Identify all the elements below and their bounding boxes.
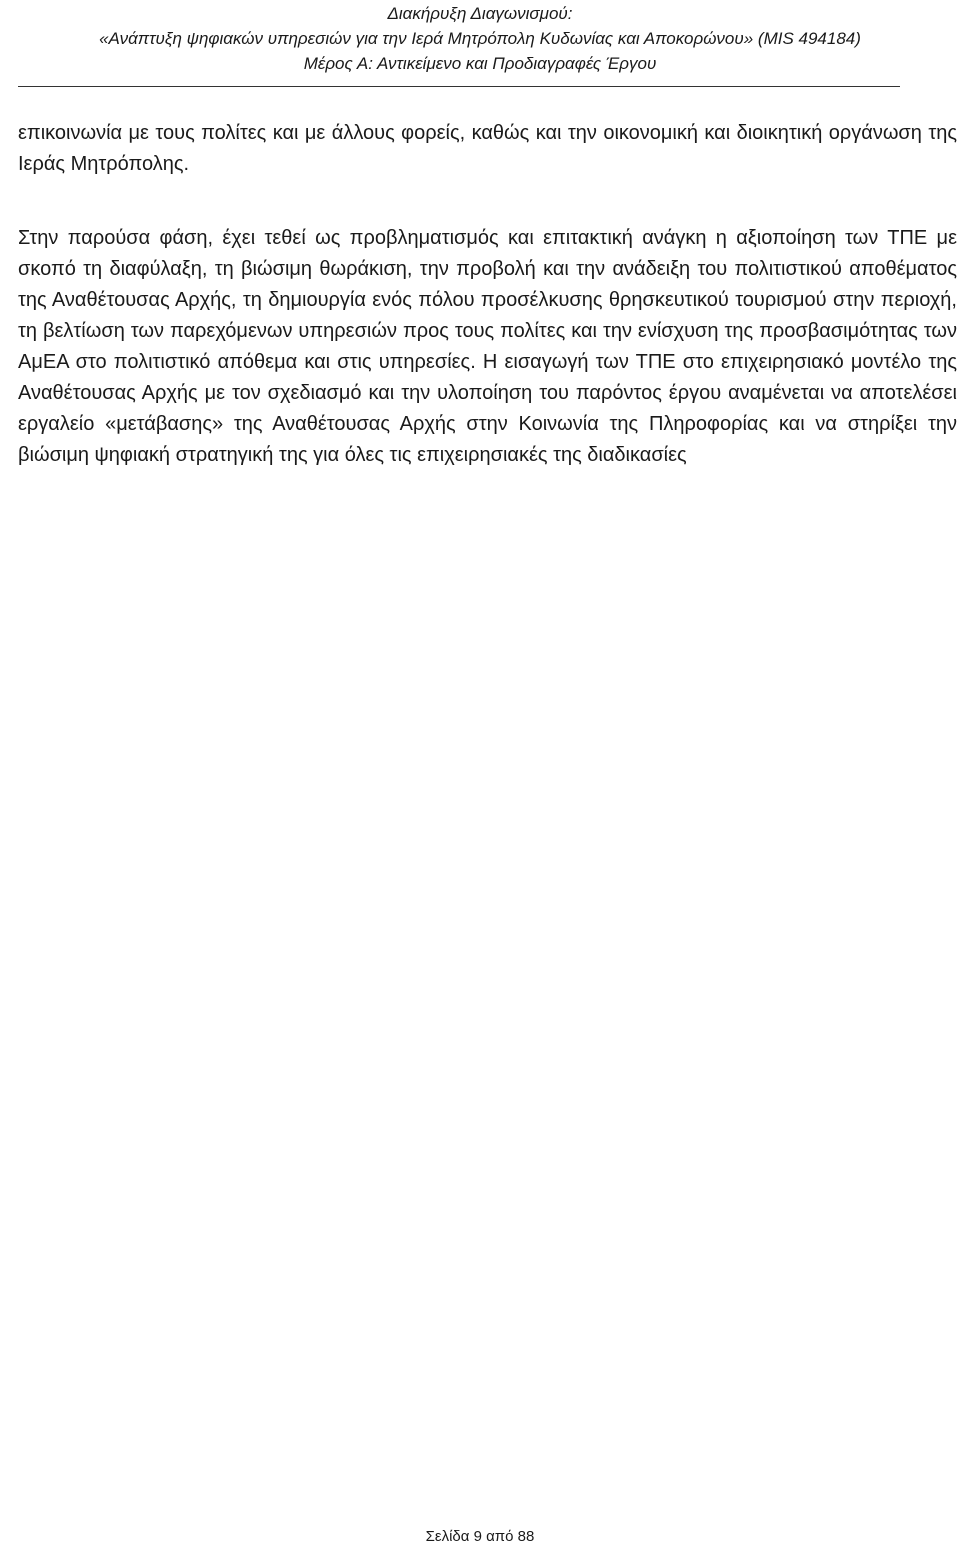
body-paragraph-1: επικοινωνία με τους πολίτες και με άλλους φορείς, καθώς και την οικονομική και διοικητική οργάνωση της Ιεράς Μητρόπολης. (18, 122, 957, 175)
body-paragraph-2: Στην παρούσα φάση, έχει τεθεί ως προβληματισμός και επιτακτική ανάγκη η αξιοποίηση των ΤΠΕ με σκοπό τη διαφύλαξη, τη βιώσιμη θωράκιση, την προβολή και την ανάδειξη του πολιτιστικού αποθέματος της Αναθέτουσας Αρχής, τη δημιουργία ενός πόλου προσέλκυσης θρησκευτικού τουρισμού στην περιοχή, τη βελτίωση των παρεχόμενων υπηρεσιών προς τους πολίτες και την ενίσχυση της προσβασιμότητας των ΑμΕΑ στο πολιτιστικό απόθεμα και στις υπηρεσίες. Η εισαγωγή των ΤΠΕ στο επιχειρησιακό μοντέλο της Αναθέτουσας Αρχής με τον σχεδιασμό και την υλοποίηση του παρόντος έργου αναμένεται να αποτελέσει εργαλείο «μετάβασης» της Αναθέτουσας Αρχής στην Κοινωνία της Πληροφορίας και να στηρίξει την βιώσιμη ψηφιακή στρατηγική της για όλες τις επιχειρησιακές της διαδικασίες (18, 227, 957, 466)
header-section-title: Μέρος Α: Αντικείμενο και Προδιαγραφές Έργου (303, 54, 657, 73)
header-project-title: «Ανάπτυξη ψηφιακών υπηρεσιών για την Ιερά Μητρόπολη Κυδωνίας και Αποκορώνου» (MIS 494184) (99, 29, 861, 48)
page-number: Σελίδα 9 από 88 (425, 1528, 535, 1545)
page-header (0, 0, 960, 76)
header-tender-title: Διακήρυξη Διαγωνισμού: (387, 4, 573, 23)
header-divider (18, 86, 900, 87)
